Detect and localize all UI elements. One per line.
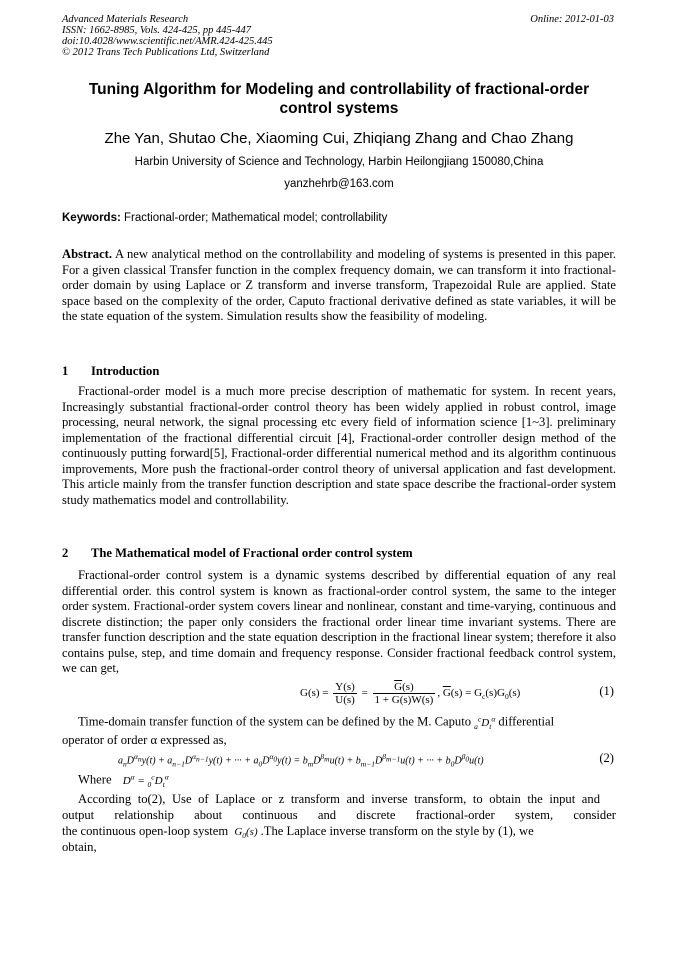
caputo-line-end: differential (498, 714, 555, 729)
paragraph-3-line-4: obtain, (62, 840, 97, 854)
paragraph-3-line-3b: .The Laplace inverse transform on the style by (1), we (260, 824, 534, 838)
section-2-paragraph: Fractional-order control system is a dynamic systems described by differential equation of any real differential order. this control system is known as fractional-order control system, the same to the integer order system. Fractional-order system covers linear and nonlinear, constant and time-varying, continuous and discrete distinction; the paper only considers the fractional order linear time invariant systems. There are transfer function description and the state equation description in the fractional linear system; therefore it also contains pulse, step, and time domain and frequency response. Consider fractional feedback control system, we can get, (62, 568, 616, 675)
paragraph-3-line-3 (62, 824, 616, 840)
caputo-line (62, 714, 616, 731)
paragraph-3-line-2: output relationship about continuous and discrete fractional-order system, consider (62, 808, 616, 822)
equation-1-number: (1) (599, 684, 614, 698)
paragraph-3-line-3a: the continuous open-loop system (62, 824, 229, 838)
abstract-label: Abstract. (62, 247, 113, 261)
keywords (62, 212, 387, 224)
caputo-line-start: Time-domain transfer function of the system can be defined by the M. Caputo (78, 714, 472, 729)
journal-name: Advanced Materials Research (62, 14, 189, 25)
section-1-number: 1 (62, 364, 69, 378)
section-1-title: Introduction (91, 364, 160, 378)
abstract (62, 247, 616, 325)
equation-2-number: (2) (599, 751, 614, 765)
email: yanzhehrb@163.com (284, 178, 394, 190)
paper-title: Tuning Algorithm for Modeling and controllability of fractional-order control systems (88, 81, 590, 117)
where-line (62, 772, 616, 789)
copyright-line: © 2012 Trans Tech Publications Ltd, Switzerland (62, 47, 270, 58)
authors: Zhe Yan, Shutao Che, Xiaoming Cui, Zhiqiang Zhang and Chao Zhang (104, 130, 574, 147)
caputo-operator: $_a^cD_t^\alpha$ (474, 714, 496, 731)
doi-line: doi:10.4028/www.scientific.net/AMR.424-425.445 (62, 36, 273, 47)
online-date: Online: 2012-01-03 (530, 14, 614, 25)
equation-2: $a_nD^{\alpha_n}y(t) + a_{n-1}D^{\alpha_{n-1}}y(t)$ + ··· + $a_0D^{\alpha_0}y(t) = b_mD^{\beta_m}u(t) + b_{m-1}D^{\beta_{m-1}}u(t)$ + ··· + $b_0D^{\beta_0}u(t)$ (118, 752, 484, 769)
keywords-label: Keywords: (62, 212, 121, 224)
issn-line: ISSN: 1662-8985, Vols. 424-425, pp 445-447 (62, 25, 251, 36)
keywords-text: Fractional-order; Mathematical model; controllability (120, 212, 388, 224)
section-1-paragraph: Fractional-order model is a much more precise description of mathematic for system. In recent years, Increasingly substantial fractional-order control theory has been widely applied in robust control, image processing, neural network, the signal processing etc every field of information science [1~3]. preliminary implementation of the fractional differential circuit [4], Fractional-order controller design method of the continuously putting forward[5], Fractional-order differential numerical method and its algorithm continuous improvements, More push the fractional-order control theory of universal application and fast development. This article mainly from the transfer function description and state space describe the fractional-order system study mathematics model and controllability. (62, 384, 616, 507)
section-1-heading (62, 364, 159, 379)
journal-header (62, 14, 273, 58)
open-loop-symbol: $G_0(s)$ (234, 826, 258, 841)
equation-1: G(s) = $\frac{Y(s)}{U(s)}$ = $\frac{\overline{G}(s)}{1 + \overline{G}(s)W(s)}$ , $\overline{G}(s) = G_c(s)G_0(s)$ (300, 681, 521, 706)
paragraph-3-line-1: According to(2), Use of Laplace or z transform and inverse transform, to obtain the input and (78, 792, 600, 806)
affiliation: Harbin University of Science and Technology, Harbin Heilongjiang 150080,China (134, 156, 544, 168)
where-label: Where (78, 772, 112, 787)
abstract-text: A new analytical method on the controllability and modeling of systems is presented in this paper. For a given classical Transfer function in the complex frequency domain, we can transform it into fractional-order domain by using Laplace or Z transform and inverse transform, Trapezoidal Rule are applied. State space based on the complexity of the order, Caputo fractional derivative defined as state variables, it will be the state equation of the system. Simulation results show the feasibility of modeling. (62, 247, 616, 323)
section-2-number: 2 (62, 546, 69, 560)
section-2-heading (62, 546, 413, 561)
where-definition: $D^\alpha = _0^cD_t^\alpha$ (122, 772, 169, 789)
section-2-title: The Mathematical model of Fractional order control system (91, 546, 413, 560)
caputo-line-2: operator of order α expressed as, (62, 733, 227, 747)
